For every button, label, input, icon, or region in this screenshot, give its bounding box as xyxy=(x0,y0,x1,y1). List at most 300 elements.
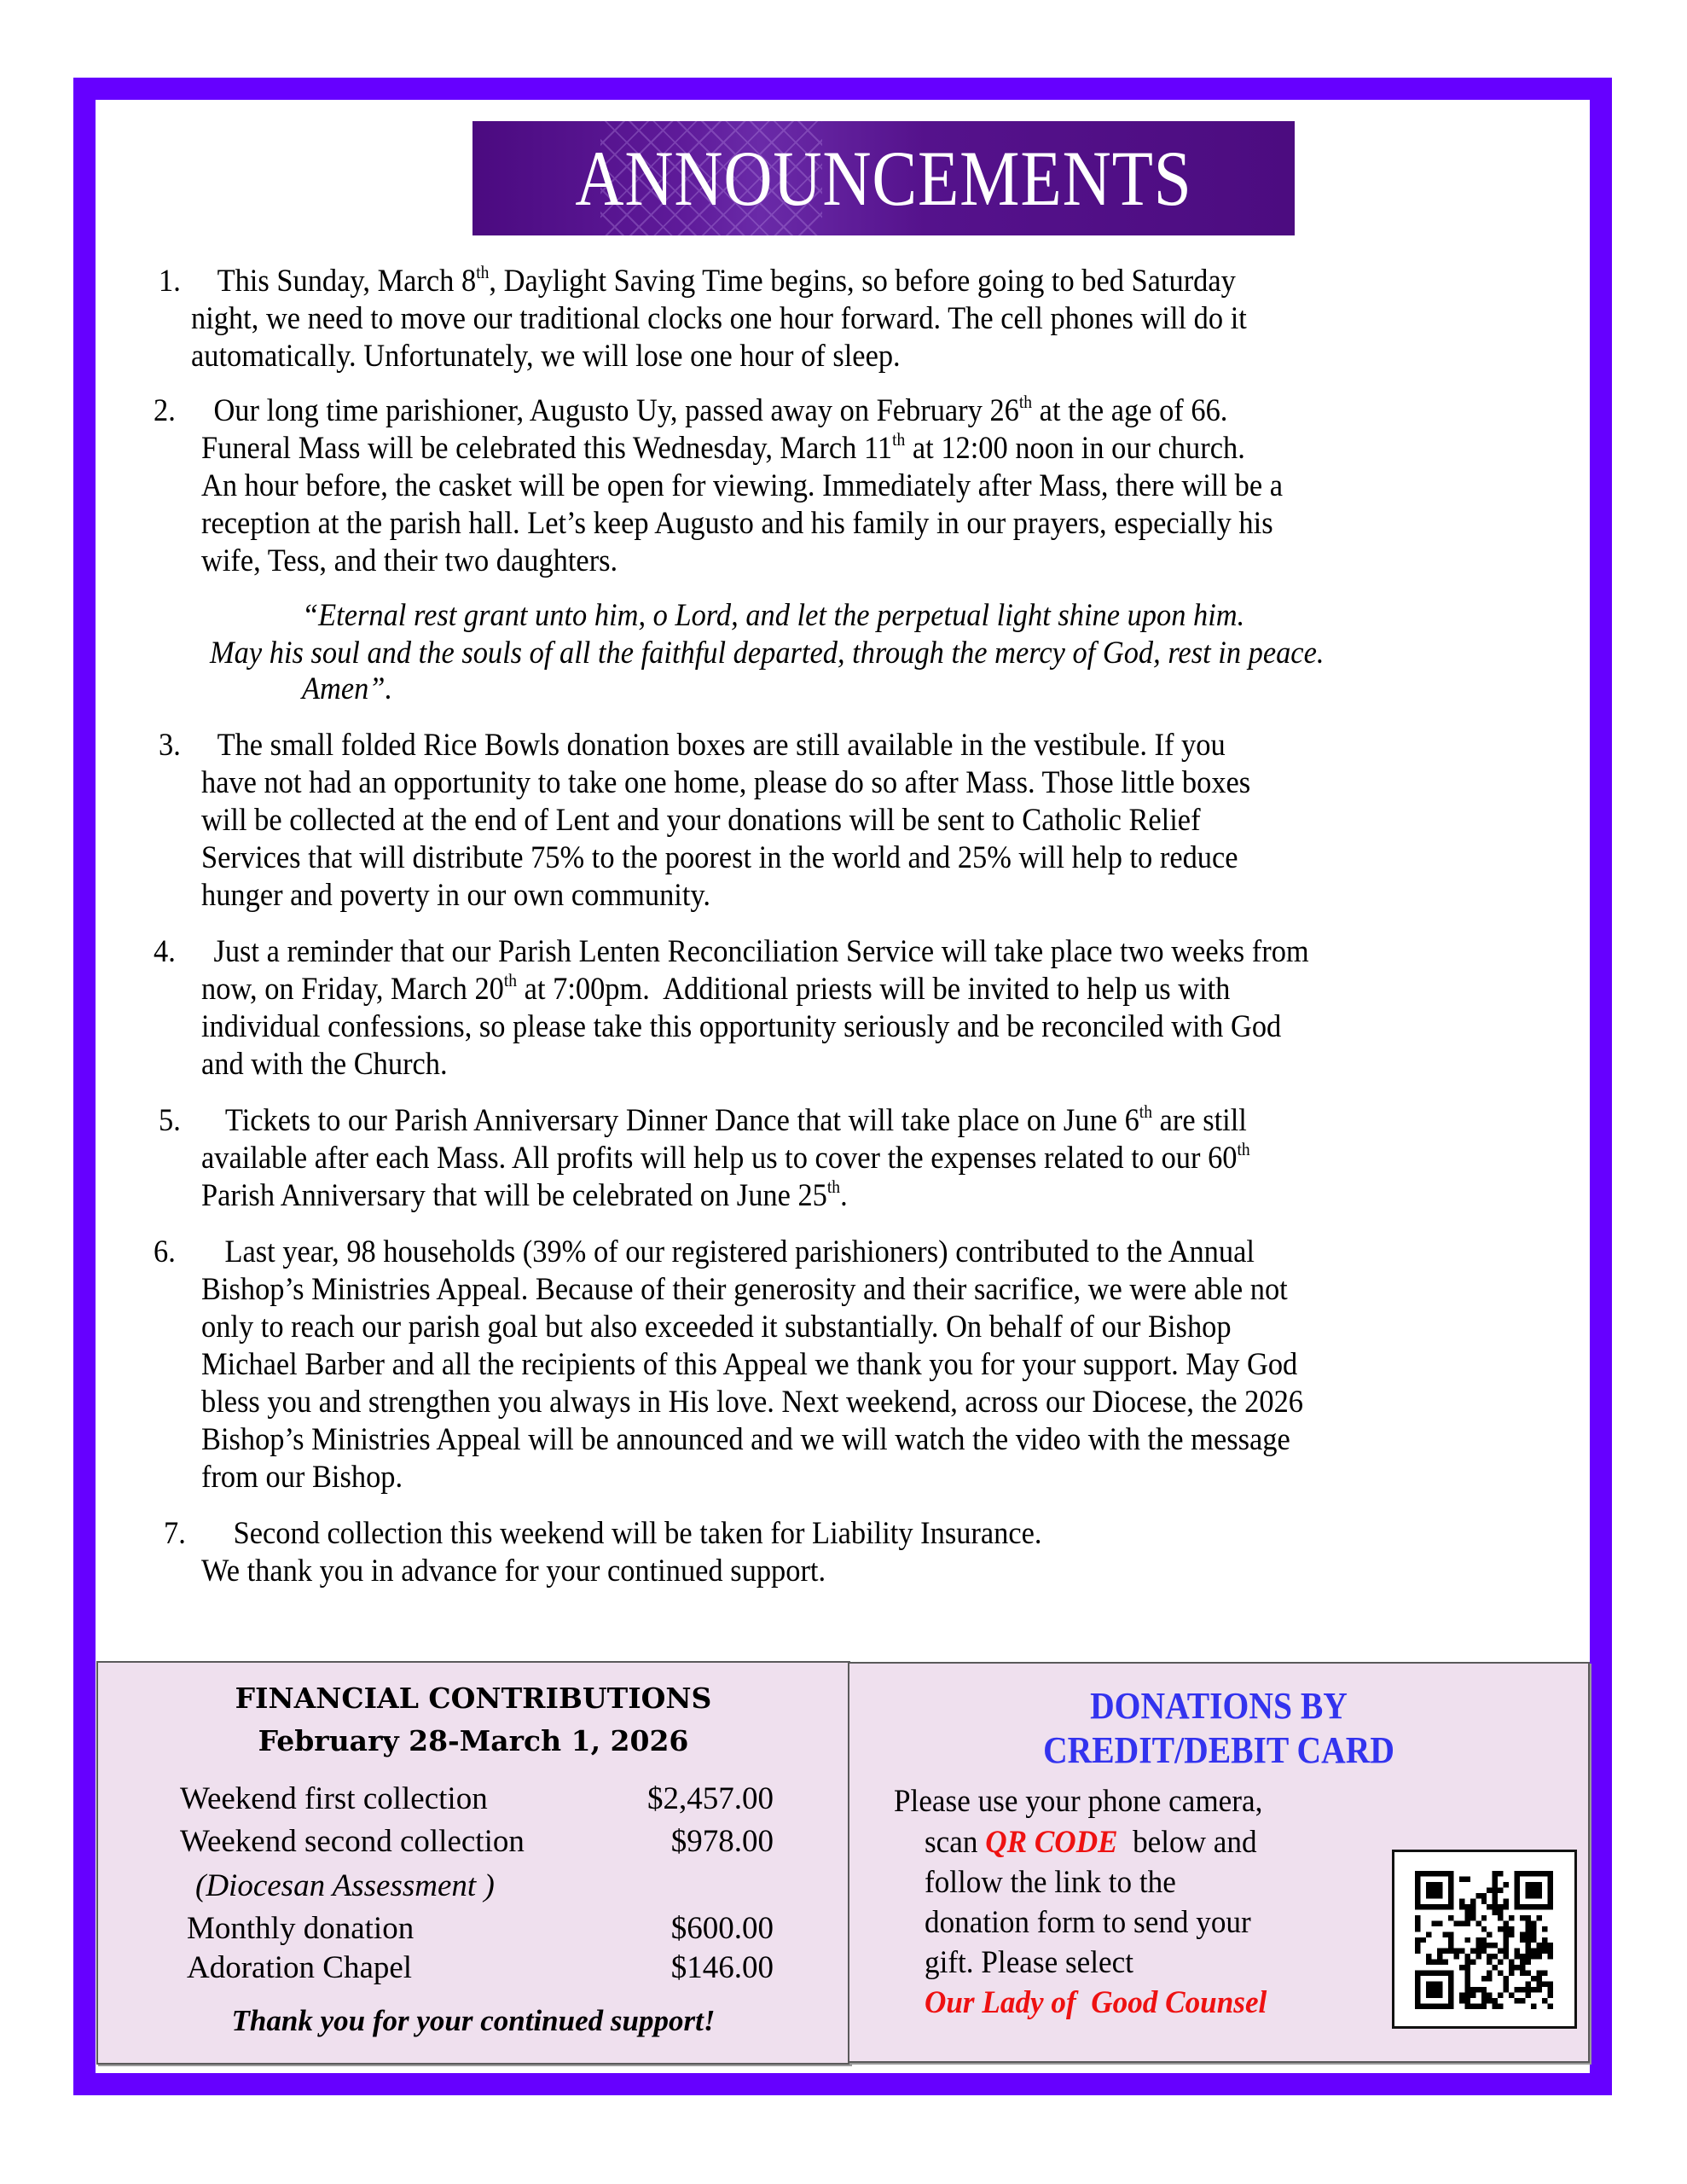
qr-module xyxy=(1504,1931,1509,1937)
announcement-item-line xyxy=(201,1046,448,1083)
qr-module xyxy=(1526,1971,1531,1976)
qr-module xyxy=(1420,1871,1425,1876)
qr-module xyxy=(1498,1971,1503,1976)
qr-module xyxy=(1464,1915,1470,1920)
qr-module xyxy=(1415,1971,1420,1976)
qr-module xyxy=(1448,1993,1453,1998)
qr-module xyxy=(1487,1943,1492,1948)
qr-module xyxy=(1531,1926,1536,1931)
qr-module xyxy=(1437,1920,1442,1926)
announcement-text: only to reach our parish goal but also exceeded it substantially. On behalf of our Bishop xyxy=(201,1310,1232,1345)
qr-module xyxy=(1437,1971,1442,1976)
qr-module xyxy=(1520,1954,1525,1959)
qr-module xyxy=(1470,1898,1475,1903)
qr-module xyxy=(1448,1937,1453,1943)
qr-module xyxy=(1420,1971,1425,1976)
announcement-text: Tickets to our Parish Anniversary Dinner Dance that will take place on June 6 xyxy=(224,1103,1139,1138)
qr-module xyxy=(1475,1943,1481,1948)
qr-module xyxy=(1437,2004,1442,2009)
qr-module xyxy=(1442,1871,1447,1876)
qr-module xyxy=(1481,1943,1487,1948)
qr-module xyxy=(1459,1904,1464,1909)
qr-module xyxy=(1481,1898,1487,1903)
qr-module xyxy=(1470,1949,1475,1954)
qr-module xyxy=(1415,1904,1420,1909)
qr-module xyxy=(1426,1904,1431,1909)
qr-module xyxy=(1526,1954,1531,1959)
qr-module xyxy=(1437,1987,1442,1992)
financial-date-range: February 28-March 1, 2026 xyxy=(258,1724,689,1757)
qr-module xyxy=(1548,1943,1553,1948)
qr-module xyxy=(1415,1993,1420,1998)
qr-module xyxy=(1548,1904,1553,1909)
qr-module xyxy=(1481,1993,1487,1998)
qr-module xyxy=(1542,1937,1547,1943)
qr-module xyxy=(1498,1871,1503,1876)
announcement-item-line xyxy=(201,802,1201,839)
qr-module xyxy=(1415,1882,1420,1887)
qr-module xyxy=(1548,1954,1553,1959)
qr-module xyxy=(1515,1998,1520,2003)
qr-module xyxy=(1487,1960,1492,1965)
qr-module xyxy=(1464,1987,1470,1992)
announcement-item-first-line xyxy=(154,933,1309,971)
announcement-number: 1. xyxy=(159,264,181,299)
qr-module xyxy=(1531,1882,1536,1887)
announcement-text: Bishop’s Ministries Appeal will be announced and we will watch the video with the message xyxy=(201,1422,1290,1457)
qr-module xyxy=(1459,1876,1464,1881)
announcement-text: available after each Mass. All profits will help us to cover the expenses related to our 60 xyxy=(201,1141,1238,1176)
qr-module xyxy=(1526,1893,1531,1898)
announcement-item-line xyxy=(201,1384,1303,1421)
qr-module xyxy=(1426,2004,1431,2009)
announcement-item-first-line xyxy=(154,1234,1255,1271)
qr-module xyxy=(1526,1982,1531,1987)
qr-module xyxy=(1526,1920,1531,1926)
qr-module xyxy=(1420,1904,1425,1909)
qr-module xyxy=(1459,1898,1464,1903)
qr-module xyxy=(1526,1926,1531,1931)
announcement-item-line xyxy=(201,1177,848,1215)
qr-module xyxy=(1481,1998,1487,2003)
qr-module xyxy=(1437,1993,1442,1998)
announcement-text: and with the Church. xyxy=(201,1047,448,1082)
qr-module xyxy=(1415,1926,1420,1931)
qr-module xyxy=(1542,1998,1547,2003)
announcement-number: 5. xyxy=(159,1103,181,1138)
announcement-text: Bishop’s Ministries Appeal. Because of their generosity and their sacrifice, we were able not xyxy=(201,1272,1288,1307)
ordinal-suffix: th xyxy=(1018,391,1033,412)
qr-module xyxy=(1448,1949,1453,1954)
qr-module xyxy=(1470,1915,1475,1920)
qr-module xyxy=(1504,1937,1509,1943)
qr-module xyxy=(1464,1965,1470,1970)
qr-module xyxy=(1520,1931,1525,1937)
announcement-item-line xyxy=(201,1309,1232,1346)
financial-row-amount: $2,457.00 xyxy=(647,1781,774,1816)
qr-module xyxy=(1415,1943,1420,1948)
donations-title-line1: DONATIONS BY xyxy=(1090,1685,1348,1727)
qr-module xyxy=(1448,1887,1453,1892)
announcement-item-line xyxy=(201,468,1283,505)
announcement-text: have not had an opportunity to take one home, please do so after Mass. Those little boxes xyxy=(201,765,1251,800)
announcement-text: hunger and poverty in our own community. xyxy=(201,878,710,913)
financial-row-label: Weekend second collection xyxy=(180,1824,525,1859)
qr-module xyxy=(1526,1871,1531,1876)
qr-module xyxy=(1431,1993,1436,1998)
qr-module xyxy=(1437,1893,1442,1898)
qr-module xyxy=(1470,1987,1475,1992)
announcement-text: will be collected at the end of Lent and your donations will be sent to Catholic Relief xyxy=(201,803,1201,838)
qr-module xyxy=(1520,1965,1525,1970)
qr-module xyxy=(1520,1971,1525,1976)
announcement-text: at the age of 66. xyxy=(1032,393,1228,428)
qr-module xyxy=(1515,1898,1520,1903)
qr-module xyxy=(1448,1998,1453,2003)
qr-module xyxy=(1426,1960,1431,1965)
qr-module xyxy=(1426,1887,1431,1892)
announcement-item-line xyxy=(201,1271,1288,1309)
qr-module xyxy=(1431,1982,1436,1987)
qr-module xyxy=(1431,1887,1436,1892)
announcement-text: now, on Friday, March 20 xyxy=(201,972,504,1007)
announcement-text: Michael Barber and all the recipients of this Appeal we thank you for your support. May God xyxy=(201,1347,1298,1382)
announcement-text: from our Bishop. xyxy=(201,1460,403,1495)
qr-module xyxy=(1537,1915,1542,1920)
qr-module xyxy=(1548,1898,1553,1903)
qr-module xyxy=(1448,1976,1453,1981)
prayer-quote-line: May his soul and the souls of all the faithful departed, through the mercy of God, rest in peace. xyxy=(210,636,1325,671)
qr-module xyxy=(1475,1893,1481,1898)
qr-module xyxy=(1453,1954,1458,1959)
announcement-text: Second collection this weekend will be taken for Liability Insurance. xyxy=(233,1516,1042,1551)
qr-module xyxy=(1537,1954,1542,1959)
qr-module xyxy=(1537,1949,1542,1954)
qr-module xyxy=(1520,1915,1525,1920)
qr-module xyxy=(1515,1987,1520,1992)
prayer-quote-line: “Eternal rest grant unto him, o Lord, and let the perpetual light shine upon him. xyxy=(302,598,1245,633)
ordinal-suffix: th xyxy=(503,969,518,990)
qr-module xyxy=(1498,1949,1503,1954)
announcement-item-line xyxy=(201,505,1273,543)
qr-module xyxy=(1426,1993,1431,1998)
qr-module xyxy=(1431,1882,1436,1887)
qr-module xyxy=(1415,1998,1420,2003)
qr-module xyxy=(1426,1893,1431,1898)
qr-module xyxy=(1464,1971,1470,1976)
qr-module xyxy=(1520,1871,1525,1876)
donations-instruction: gift. Please select xyxy=(925,1945,1133,1980)
announcement-item-line xyxy=(201,839,1238,877)
announcement-item-line xyxy=(201,1421,1290,1459)
qr-module xyxy=(1537,1976,1542,1981)
qr-module xyxy=(1531,2004,1536,2009)
qr-module xyxy=(1531,1937,1536,1943)
qr-module xyxy=(1537,1871,1542,1876)
financial-contributions-box xyxy=(96,1661,850,2065)
qr-module xyxy=(1537,1887,1542,1892)
qr-module xyxy=(1493,1893,1498,1898)
qr-module xyxy=(1548,1982,1553,1987)
announcement-text: Just a reminder that our Parish Lenten Reconciliation Service will take place two weeks from xyxy=(213,934,1309,969)
qr-module xyxy=(1542,1926,1547,1931)
announcement-text: are still xyxy=(1151,1103,1247,1138)
financial-row-label: Adoration Chapel xyxy=(187,1950,413,1985)
qr-module xyxy=(1481,1926,1487,1931)
announcement-text: Services that will distribute 75% to the poorest in the world and 25% will help to reduce xyxy=(201,840,1238,875)
qr-module xyxy=(1493,1965,1498,1970)
qr-module xyxy=(1531,1920,1536,1926)
qr-module xyxy=(1481,1893,1487,1898)
announcement-text: at 12:00 noon in our church. xyxy=(905,431,1245,466)
qr-module xyxy=(1470,1909,1475,1914)
announcement-text: wife, Tess, and their two daughters. xyxy=(201,543,618,578)
qr-module xyxy=(1531,1976,1536,1981)
qr-module xyxy=(1415,2004,1420,2009)
ordinal-suffix: th xyxy=(892,428,906,450)
qr-module xyxy=(1481,1949,1487,1954)
qr-module xyxy=(1453,1949,1458,1954)
qr-module xyxy=(1442,1949,1447,1954)
announcement-item-line xyxy=(201,1459,403,1496)
qr-module xyxy=(1431,1987,1436,1992)
qr-module xyxy=(1464,2004,1470,2009)
qr-module xyxy=(1487,1998,1492,2003)
qr-module xyxy=(1531,1871,1536,1876)
qr-module xyxy=(1493,1876,1498,1881)
qr-module xyxy=(1415,1937,1420,1943)
qr-module xyxy=(1442,1960,1447,1965)
qr-module xyxy=(1515,1871,1520,1876)
qr-module xyxy=(1515,1882,1520,1887)
qr-module xyxy=(1493,1898,1498,1903)
qr-module xyxy=(1537,1987,1542,1992)
qr-module xyxy=(1459,1965,1464,1970)
announcement-number: 3. xyxy=(159,728,181,763)
qr-module xyxy=(1426,1982,1431,1987)
qr-module xyxy=(1515,1954,1520,1959)
qr-module xyxy=(1537,1893,1542,1898)
qr-module xyxy=(1464,1954,1470,1959)
qr-module xyxy=(1475,1954,1481,1959)
qr-module xyxy=(1548,1893,1553,1898)
announcement-item-line xyxy=(191,338,901,375)
qr-module xyxy=(1481,1915,1487,1920)
qr-module xyxy=(1548,1871,1553,1876)
qr-module xyxy=(1542,1943,1547,1948)
qr-module xyxy=(1470,1993,1475,1998)
qr-module xyxy=(1420,2004,1425,2009)
qr-module xyxy=(1459,1998,1464,2003)
announcement-item-line xyxy=(201,543,617,580)
qr-module xyxy=(1459,1993,1464,1998)
qr-module xyxy=(1448,1915,1453,1920)
qr-module xyxy=(1475,2004,1481,2009)
qr-module xyxy=(1493,1998,1498,2003)
qr-module xyxy=(1498,1926,1503,1931)
qr-module xyxy=(1504,1982,1509,1987)
qr-module xyxy=(1542,1982,1547,1987)
qr-module xyxy=(1504,1920,1509,1926)
qr-module xyxy=(1448,1904,1453,1909)
qr-module xyxy=(1542,1971,1547,1976)
qr-module xyxy=(1498,1993,1503,1998)
qr-module xyxy=(1515,1904,1520,1909)
qr-module xyxy=(1470,1904,1475,1909)
qr-module xyxy=(1437,1954,1442,1959)
announcement-item-line xyxy=(191,300,1247,338)
qr-module xyxy=(1498,1960,1503,1965)
qr-module xyxy=(1415,1949,1420,1954)
qr-module xyxy=(1493,1909,1498,1914)
qr-module xyxy=(1509,1931,1514,1937)
qr-module xyxy=(1464,1960,1470,1965)
announcement-number: 7. xyxy=(164,1516,186,1551)
qr-module xyxy=(1481,1976,1487,1981)
ordinal-suffix: th xyxy=(826,1176,841,1197)
announcement-text: Last year, 98 households (39% of our registered parishioners) contributed to the Annual xyxy=(224,1234,1255,1269)
qr-module xyxy=(1459,1920,1464,1926)
qr-module xyxy=(1493,1904,1498,1909)
qr-module xyxy=(1487,1993,1492,1998)
donations-instruction: donation form to send your xyxy=(925,1905,1251,1940)
qr-module xyxy=(1520,1987,1525,1992)
qr-module xyxy=(1515,1965,1520,1970)
qr-module xyxy=(1515,1876,1520,1881)
announcement-text: Funeral Mass will be celebrated this Wednesday, March 11 xyxy=(201,431,893,466)
qr-module xyxy=(1531,1887,1536,1892)
page-title: ANNOUNCEMENTS xyxy=(575,135,1192,222)
qr-module xyxy=(1548,2004,1553,2009)
qr-module xyxy=(1487,1971,1492,1976)
announcement-number: 2. xyxy=(154,393,176,428)
financial-row-label: Weekend first collection xyxy=(180,1781,488,1816)
qr-module xyxy=(1487,1976,1492,1981)
qr-module xyxy=(1526,1987,1531,1992)
qr-module xyxy=(1415,1871,1420,1876)
qr-module xyxy=(1520,1960,1525,1965)
qr-module xyxy=(1459,1949,1464,1954)
qr-module xyxy=(1548,1887,1553,1892)
qr-module xyxy=(1548,1949,1553,1954)
qr-module xyxy=(1548,1876,1553,1881)
qr-module xyxy=(1448,1987,1453,1992)
parish-name-link[interactable]: Our Lady of Good Counsel xyxy=(925,1985,1267,2020)
qr-module xyxy=(1481,1937,1487,1943)
announcement-text: Our long time parishioner, Augusto Uy, passed away on February 26 xyxy=(213,393,1019,428)
qr-module xyxy=(1475,1949,1481,1954)
announcement-item-line xyxy=(201,1346,1297,1384)
qr-module xyxy=(1509,1971,1514,1976)
financial-row-note: (Diocesan Assessment ) xyxy=(195,1868,495,1903)
qr-module xyxy=(1437,1882,1442,1887)
qr-module xyxy=(1426,1882,1431,1887)
qr-module xyxy=(1504,1954,1509,1959)
qr-module xyxy=(1531,1987,1536,1992)
qr-module xyxy=(1526,1993,1531,1998)
qr-module xyxy=(1415,1898,1420,1903)
qr-module xyxy=(1448,2004,1453,2009)
qr-module xyxy=(1509,1993,1514,1998)
qr-module xyxy=(1542,1871,1547,1876)
qr-module xyxy=(1509,1926,1514,1931)
qr-module xyxy=(1464,1909,1470,1914)
qr-module xyxy=(1526,1949,1531,1954)
qr-module xyxy=(1542,1904,1547,1909)
qr-module xyxy=(1464,1904,1470,1909)
qr-module xyxy=(1498,1915,1503,1920)
qr-module xyxy=(1431,1904,1436,1909)
qr-module xyxy=(1448,1882,1453,1887)
qr-module xyxy=(1487,1954,1492,1959)
qr-module xyxy=(1415,1982,1420,1987)
qr-module xyxy=(1487,1904,1492,1909)
qr-module xyxy=(1504,1976,1509,1981)
qr-module xyxy=(1415,1876,1420,1881)
qr-module xyxy=(1504,1898,1509,1903)
announcement-item-first-line xyxy=(164,1515,1041,1553)
announcement-text: individual confessions, so please take this opportunity seriously and be reconciled with God xyxy=(201,1009,1282,1044)
announcement-text: . xyxy=(840,1178,848,1213)
qr-module xyxy=(1437,1871,1442,1876)
announcement-item-line xyxy=(201,1140,1250,1177)
qr-module xyxy=(1515,1949,1520,1954)
announcement-item-line xyxy=(201,1008,1281,1046)
announcement-text: Parish Anniversary that will be celebrated on June 25 xyxy=(201,1178,827,1213)
qr-module xyxy=(1415,1920,1420,1926)
qr-module xyxy=(1531,1949,1536,1954)
qr-module xyxy=(1448,1982,1453,1987)
financial-row-amount: $146.00 xyxy=(670,1950,774,1985)
qr-code-frame[interactable] xyxy=(1392,1850,1577,2029)
qr-module xyxy=(1493,1943,1498,1948)
qr-module xyxy=(1531,1893,1536,1898)
qr-module xyxy=(1515,1893,1520,1898)
qr-module xyxy=(1537,1904,1542,1909)
qr-module xyxy=(1537,1971,1542,1976)
announcement-text: automatically. Unfortunately, we will lose one hour of sleep. xyxy=(191,339,901,374)
qr-module xyxy=(1448,1871,1453,1876)
qr-module xyxy=(1548,1987,1553,1992)
qr-code-highlight: QR CODE xyxy=(985,1825,1118,1860)
qr-module xyxy=(1504,1949,1509,1954)
financial-thanks: Thank you for your continued support! xyxy=(231,2004,716,2037)
qr-module xyxy=(1426,1954,1431,1959)
qr-module xyxy=(1426,1871,1431,1876)
announcement-number: 4. xyxy=(154,934,176,969)
qr-module xyxy=(1431,1871,1436,1876)
qr-module xyxy=(1515,1887,1520,1892)
qr-module xyxy=(1504,1987,1509,1992)
qr-module xyxy=(1493,1954,1498,1959)
qr-module xyxy=(1481,2004,1487,2009)
prayer-quote-line: Amen”. xyxy=(302,671,393,706)
qr-module xyxy=(1464,1993,1470,1998)
qr-code-icon[interactable] xyxy=(1415,1871,1553,2009)
qr-module xyxy=(1426,1931,1431,1937)
qr-module xyxy=(1542,1949,1547,1954)
financial-row-amount: $600.00 xyxy=(670,1911,774,1946)
announcement-item-line xyxy=(201,430,1245,468)
qr-module xyxy=(1431,1971,1436,1976)
qr-module xyxy=(1442,1971,1447,1976)
announcements-banner xyxy=(472,121,1295,235)
donations-instruction xyxy=(925,1822,1257,1863)
announcement-text: An hour before, the casket will be open for viewing. Immediately after Mass, there will be a xyxy=(201,468,1283,503)
qr-module xyxy=(1426,1987,1431,1992)
qr-module xyxy=(1493,1887,1498,1892)
qr-module xyxy=(1448,1943,1453,1948)
